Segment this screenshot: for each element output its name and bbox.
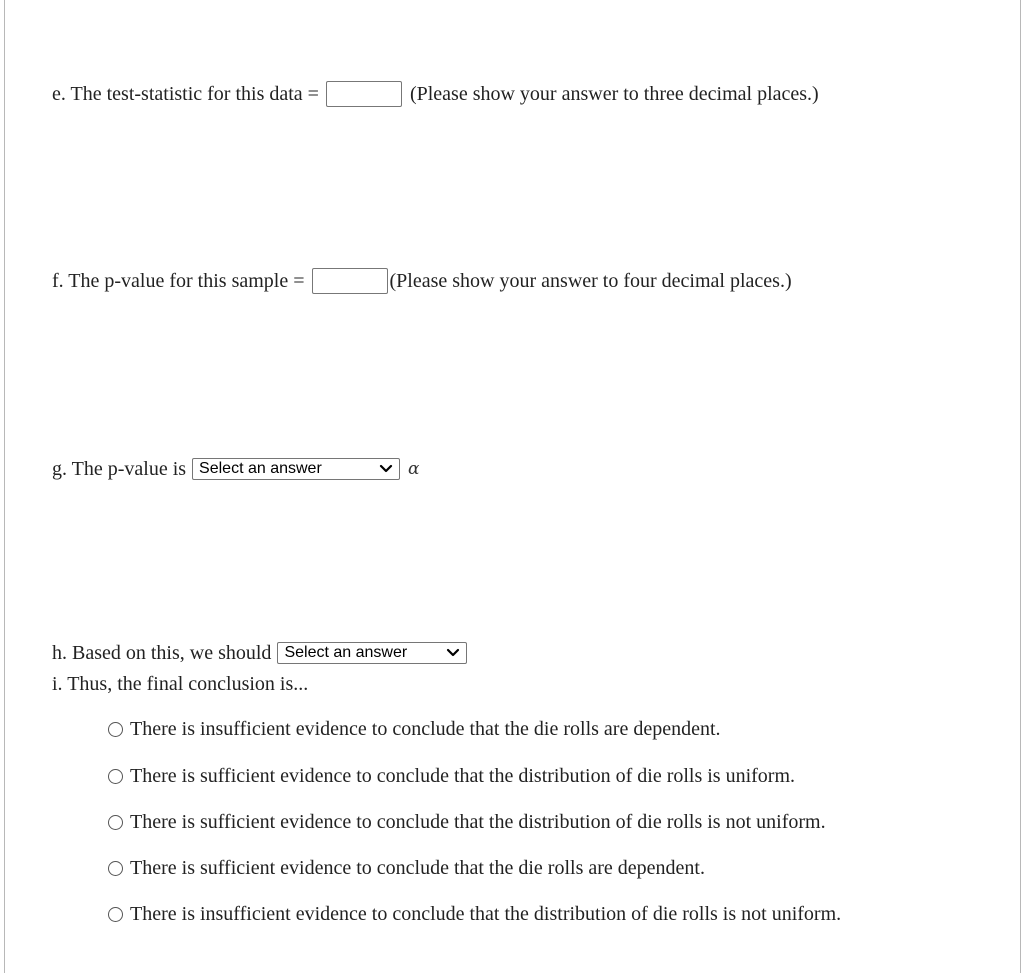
- radio-button[interactable]: [108, 722, 123, 737]
- p-value-comparison-select-value: Select an answer: [199, 460, 322, 477]
- p-value-input[interactable]: [312, 268, 388, 294]
- decision-select-value: Select an answer: [284, 644, 408, 661]
- alpha-symbol: α: [408, 459, 420, 479]
- question-e-row: [52, 79, 819, 109]
- question-h-row: [52, 638, 467, 668]
- conclusion-option-label: There is sufficient evidence to conclude that the die rolls are dependent.: [130, 856, 705, 879]
- question-g-label: g. The p-value is: [52, 457, 187, 480]
- question-e-label: e. The test-statistic for this data =: [52, 82, 319, 105]
- conclusion-option[interactable]: [108, 900, 841, 928]
- conclusion-option-label: There is insufficient evidence to conclude that the distribution of die rolls is not uniform.: [130, 902, 842, 925]
- question-f-label: f. The p-value for this sample =: [52, 269, 305, 292]
- radio-button[interactable]: [108, 907, 123, 922]
- question-i-row: [52, 669, 308, 699]
- p-value-comparison-select[interactable]: [192, 458, 400, 480]
- radio-button[interactable]: [108, 769, 123, 784]
- page-frame-right-border: [1020, 0, 1021, 973]
- conclusion-option[interactable]: [108, 854, 705, 882]
- question-f-row: [52, 266, 792, 296]
- question-h-label: h. Based on this, we should: [52, 641, 272, 664]
- conclusion-option-label: There is sufficient evidence to conclude that the distribution of die rolls is uniform.: [130, 764, 796, 787]
- conclusion-option-label: There is insufficient evidence to conclude that the die rolls are dependent.: [130, 717, 721, 740]
- chevron-down-icon: [446, 648, 460, 658]
- chevron-down-icon: [379, 464, 393, 474]
- conclusion-option[interactable]: [108, 808, 826, 836]
- page-frame-left-border: [4, 0, 5, 973]
- radio-button[interactable]: [108, 861, 123, 876]
- question-f-hint: (Please show your answer to four decimal places.): [389, 269, 792, 292]
- conclusion-option[interactable]: [108, 715, 721, 743]
- decision-select[interactable]: [277, 642, 467, 664]
- question-g-row: [52, 454, 420, 484]
- test-statistic-input[interactable]: [326, 81, 402, 107]
- question-i-label: i. Thus, the final conclusion is...: [52, 672, 309, 695]
- conclusion-option-label: There is sufficient evidence to conclude that the distribution of die rolls is not uniform.: [130, 810, 826, 833]
- question-e-hint: (Please show your answer to three decimal places.): [409, 82, 819, 105]
- conclusion-option[interactable]: [108, 762, 795, 790]
- radio-button[interactable]: [108, 815, 123, 830]
